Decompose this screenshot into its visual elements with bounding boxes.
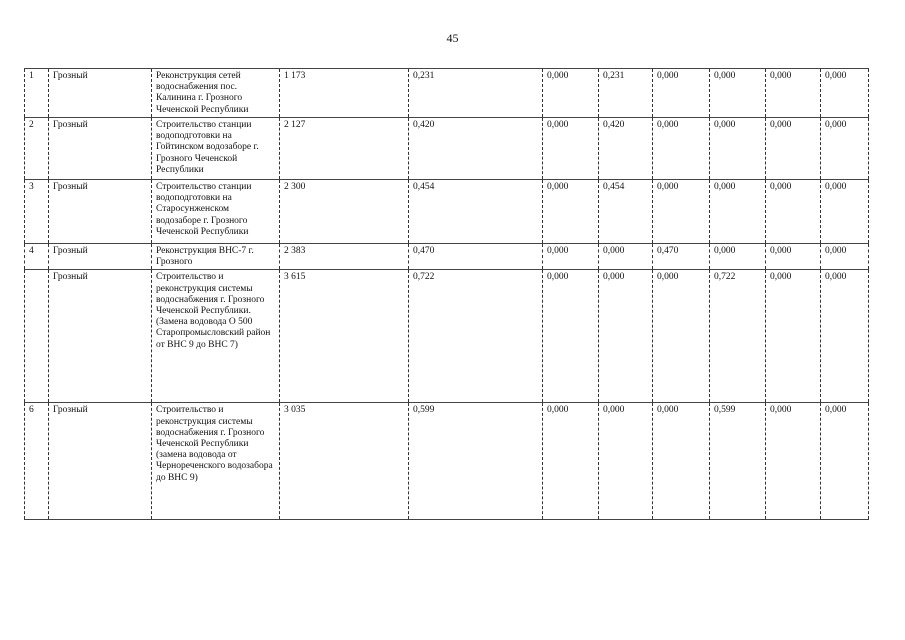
table-row: [25, 69, 869, 118]
year-3-cell: 0,000: [653, 118, 710, 180]
total-cell: 0,454: [409, 180, 543, 244]
row-number: 3: [25, 180, 49, 244]
year-2-cell: 0,231: [599, 69, 653, 118]
cost-cell: 2 383: [280, 244, 409, 270]
cost-cell: 2 300: [280, 180, 409, 244]
year-6-cell: 0,000: [821, 180, 869, 244]
cost-cell: 3 035: [280, 403, 409, 520]
year-4-cell: 0,000: [710, 180, 766, 244]
table-row: [25, 403, 869, 520]
year-1-cell: 0,000: [543, 69, 599, 118]
year-1-cell: 0,000: [543, 244, 599, 270]
year-5-cell: 0,000: [766, 403, 821, 520]
year-1-cell: 0,000: [543, 118, 599, 180]
year-4-cell: 0,599: [710, 403, 766, 520]
table-row: [25, 270, 869, 403]
year-5-cell: 0,000: [766, 118, 821, 180]
city-cell: Грозный: [49, 403, 152, 520]
year-6-cell: 0,000: [821, 270, 869, 403]
year-4-cell: 0,000: [710, 244, 766, 270]
year-6-cell: 0,000: [821, 118, 869, 180]
description-cell: Строительство и реконструкция системы водоснабжения г. Грозного Чеченской Республики (замена водовода от Чернореченского водозабора до ВНС 9): [152, 403, 280, 520]
row-number: 1: [25, 69, 49, 118]
year-2-cell: 0,000: [599, 244, 653, 270]
year-3-cell: 0,470: [653, 244, 710, 270]
description-cell: Строительство и реконструкция системы водоснабжения г. Грозного Чеченской Республики. (Замена водовода О 500 Старопромысловский район от ВНС 9 до ВНС 7): [152, 270, 280, 403]
year-2-cell: 0,000: [599, 270, 653, 403]
year-4-cell: 0,722: [710, 270, 766, 403]
year-4-cell: 0,000: [710, 69, 766, 118]
page-number: 45: [446, 31, 459, 45]
year-3-cell: 0,000: [653, 180, 710, 244]
year-3-cell: 0,000: [653, 69, 710, 118]
row-number: 2: [25, 118, 49, 180]
description-cell: Строительство станции водоподготовки на Старосунженском водозаборе г. Грозного Чеченской Республики: [152, 180, 280, 244]
city-cell: Грозный: [49, 244, 152, 270]
total-cell: 0,231: [409, 69, 543, 118]
row-number: 4: [25, 244, 49, 270]
description-cell: Реконструкция ВНС-7 г. Грозного: [152, 244, 280, 270]
year-5-cell: 0,000: [766, 244, 821, 270]
year-1-cell: 0,000: [543, 180, 599, 244]
year-2-cell: 0,420: [599, 118, 653, 180]
cost-cell: 3 615: [280, 270, 409, 403]
total-cell: 0,470: [409, 244, 543, 270]
year-2-cell: 0,000: [599, 403, 653, 520]
city-cell: Грозный: [49, 69, 152, 118]
description-cell: Строительство станции водоподготовки на Гойтинском водозаборе г. Грозного Чеченской Республики: [152, 118, 280, 180]
year-6-cell: 0,000: [821, 244, 869, 270]
cost-cell: 2 127: [280, 118, 409, 180]
row-number: [25, 270, 49, 403]
year-3-cell: 0,000: [653, 270, 710, 403]
city-cell: Грозный: [49, 270, 152, 403]
year-6-cell: 0,000: [821, 403, 869, 520]
total-cell: 0,420: [409, 118, 543, 180]
year-5-cell: 0,000: [766, 69, 821, 118]
city-cell: Грозный: [49, 180, 152, 244]
table-row: [25, 180, 869, 244]
investment-table: [24, 68, 869, 520]
year-1-cell: 0,000: [543, 403, 599, 520]
year-2-cell: 0,454: [599, 180, 653, 244]
year-6-cell: 0,000: [821, 69, 869, 118]
table-row: [25, 118, 869, 180]
description-cell: Реконструкция сетей водоснабжения пос. Калинина г. Грозного Чеченской Республики: [152, 69, 280, 118]
table-row: [25, 244, 869, 270]
total-cell: 0,722: [409, 270, 543, 403]
year-4-cell: 0,000: [710, 118, 766, 180]
year-5-cell: 0,000: [766, 270, 821, 403]
cost-cell: 1 173: [280, 69, 409, 118]
city-cell: Грозный: [49, 118, 152, 180]
year-5-cell: 0,000: [766, 180, 821, 244]
row-number: 6: [25, 403, 49, 520]
total-cell: 0,599: [409, 403, 543, 520]
year-3-cell: 0,000: [653, 403, 710, 520]
year-1-cell: 0,000: [543, 270, 599, 403]
